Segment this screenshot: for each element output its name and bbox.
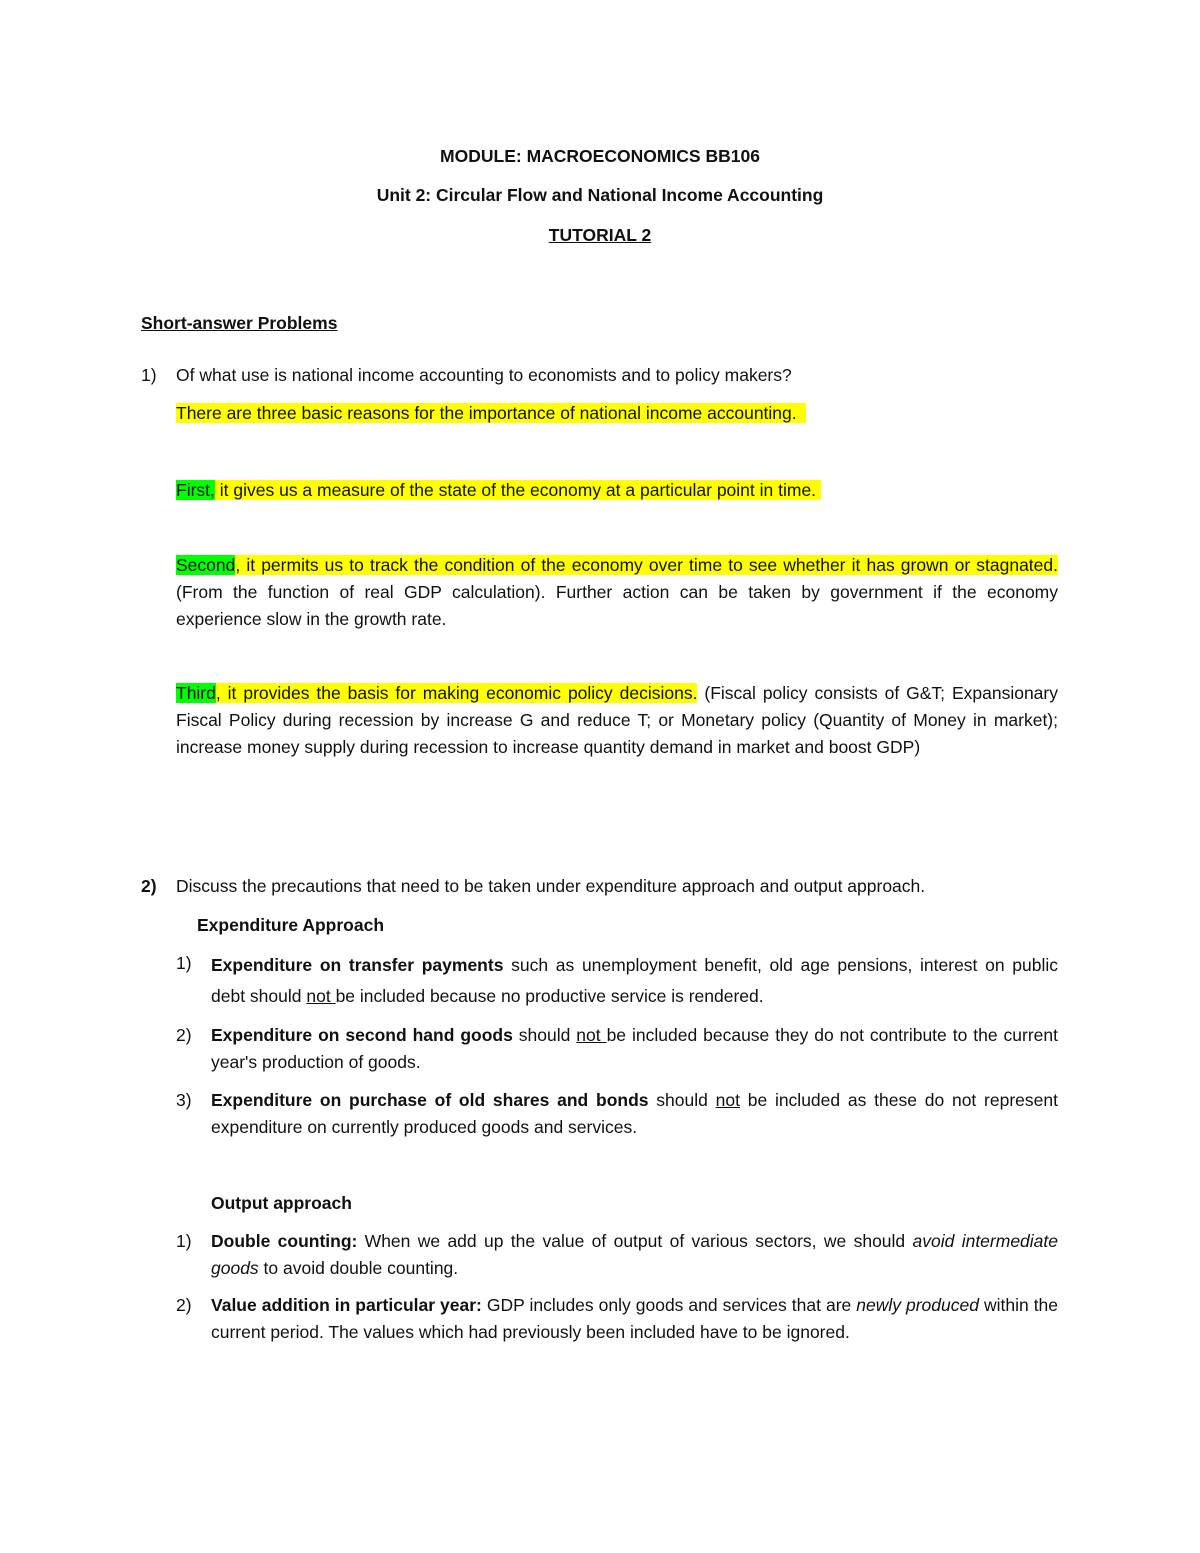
section-title: Short-answer Problems: [141, 313, 338, 333]
q1-third-plain: (Fiscal policy consists of G&T; Expansionary Fiscal Policy during recession by increase G and reduce T; or Monetary policy (Quantity of Money in market); increase money supply during recession to increase quantity demand in market and boost GDP): [176, 683, 1058, 757]
output-heading: Output approach: [211, 1193, 352, 1213]
q1-second-plain: (From the function of real GDP calculation). Further action can be taken by government if the economy experience slow in the growth rate.: [176, 582, 1058, 629]
exp-item-1-underline: not: [306, 986, 336, 1006]
q1-first-text: it gives us a measure of the state of the economy at a particular point in time.: [214, 480, 817, 500]
q2-number: 2): [141, 876, 157, 896]
out-item-2: [211, 1292, 1058, 1346]
exp-item-3-post: be included as these do not represent expenditure on currently produced goods and services.: [211, 1090, 1058, 1137]
out-item-1-bold: Double counting:: [211, 1231, 358, 1251]
q1-third-label: Third: [176, 683, 216, 703]
out-item-1-italic: avoid intermediate goods: [211, 1231, 1058, 1278]
q2-question: Discuss the precautions that need to be taken under expenditure approach and output approach.: [176, 876, 926, 896]
exp-item-1-bold: Expenditure on transfer payments: [211, 955, 504, 975]
exp-item-1-number: 1): [176, 953, 192, 973]
module-title: MODULE: MACROECONOMICS BB106: [440, 146, 760, 166]
exp-item-2-underline: not: [576, 1025, 607, 1045]
exp-item-3-pre: should: [648, 1090, 716, 1110]
tutorial-title-text: TUTORIAL 2: [548, 225, 652, 245]
exp-item-3: [211, 1087, 1058, 1141]
tutorial-title: [0, 222, 1200, 249]
exp-item-3-bold: Expenditure on purchase of old shares and bonds: [211, 1090, 649, 1110]
out-item-2-number: 2): [176, 1295, 192, 1315]
exp-item-3-number: 3): [176, 1090, 192, 1110]
exp-item-1-post: be included because no productive service is rendered.: [335, 986, 764, 1006]
q1-second-label: Second: [176, 555, 236, 575]
unit-title: Unit 2: Circular Flow and National Income Accounting: [376, 185, 824, 205]
q1-intro-text: There are three basic reasons for the importance of national income accounting.: [176, 403, 797, 423]
exp-item-3-underline: not: [715, 1090, 740, 1110]
out-item-1-number: 1): [176, 1231, 192, 1251]
q1-question: Of what use is national income accounting to economists and to policy makers?: [176, 365, 792, 385]
q1-third: [176, 680, 1058, 761]
exp-item-2-pre: should: [512, 1025, 577, 1045]
expenditure-heading: Expenditure Approach: [197, 915, 385, 935]
out-item-1-post: to avoid double counting.: [258, 1258, 459, 1278]
q1-first-label: First,: [176, 480, 215, 500]
q1-second-highlight: , it permits us to track the condition of the economy over time to see whether it has grown or stagnated.: [235, 555, 1058, 575]
q1-number: 1): [141, 365, 157, 385]
exp-item-2-bold: Expenditure on second hand goods: [211, 1025, 513, 1045]
q1-third-highlight: , it provides the basis for making economic policy decisions.: [215, 683, 698, 703]
q1-second: [176, 552, 1058, 633]
exp-item-1-pre: such as unemployment benefit, old age pensions, interest on public debt should: [211, 955, 1058, 1006]
out-item-2-bold: Value addition in particular year:: [211, 1295, 482, 1315]
exp-item-2-post: be included because they do not contribute to the current year's production of goods.: [211, 1025, 1058, 1072]
q1-first: [176, 477, 821, 504]
out-item-1: [211, 1228, 1058, 1282]
out-item-1-pre: When we add up the value of output of various sectors, we should: [357, 1231, 913, 1251]
exp-item-2: [211, 1022, 1058, 1076]
exp-item-2-number: 2): [176, 1025, 192, 1045]
q1-intro: [176, 400, 806, 427]
out-item-2-post: within the current period. The values which had previously been included have to be ignored.: [211, 1295, 1059, 1342]
out-item-2-italic: newly produced: [856, 1295, 979, 1315]
out-item-2-pre: GDP includes only goods and services that are: [481, 1295, 857, 1315]
exp-item-1: [211, 950, 1058, 1012]
